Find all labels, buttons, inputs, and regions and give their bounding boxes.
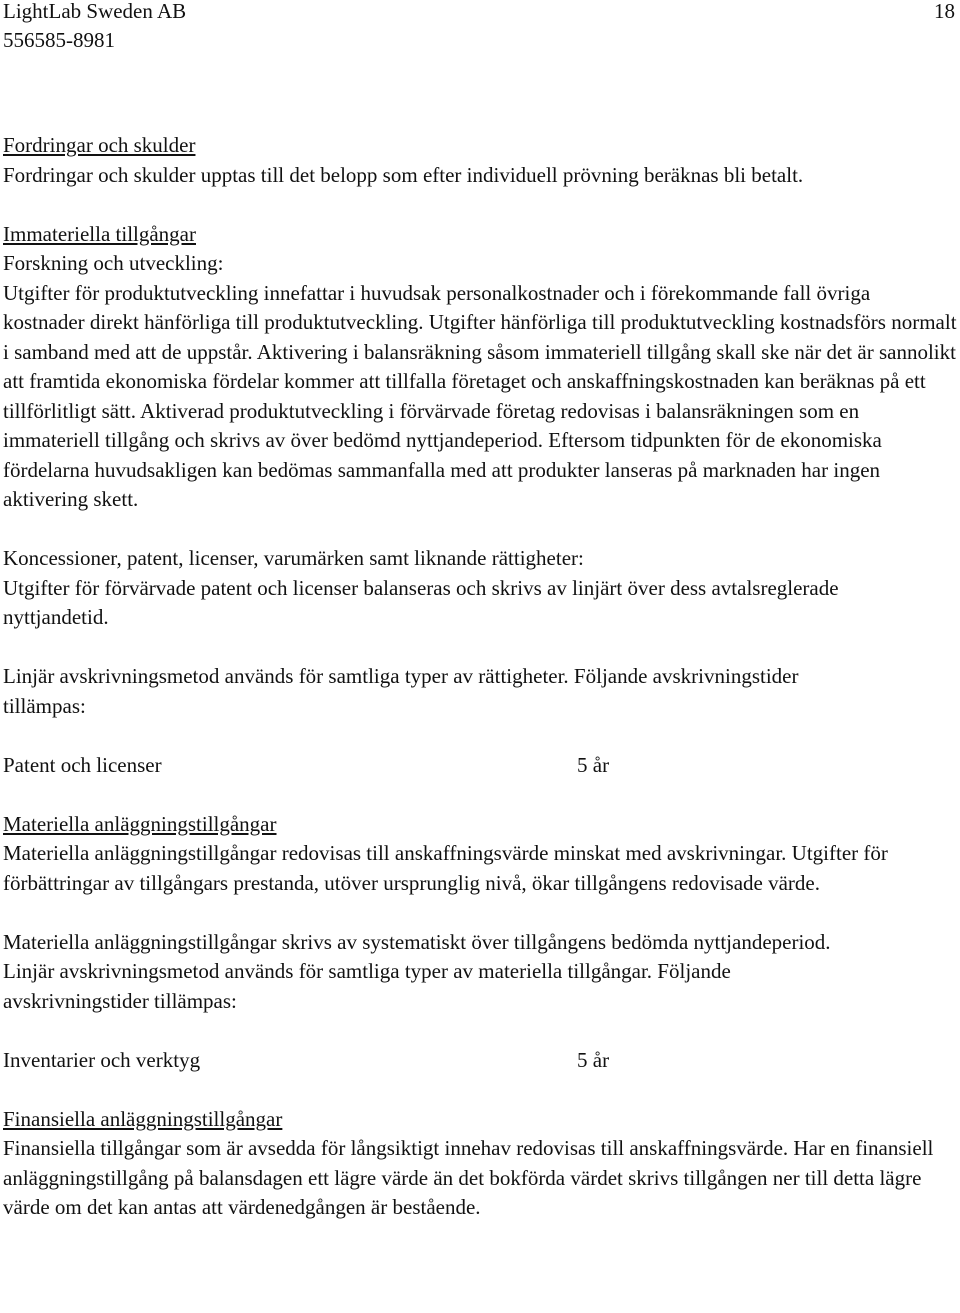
- depreciation-label: Inventarier och verktyg: [3, 1047, 201, 1072]
- paragraph: Materiella anläggningstillgångar redovisas till anskaffningsvärde minskat med avskrivningar. Utgifter för förbättringar av tillgångars prestanda, utöver ursprunglig nivå, ökar tillgångens redovisade värde.: [3, 841, 888, 895]
- section-heading: Immateriella tillgångar: [3, 221, 196, 246]
- section-immateriella: [3, 220, 957, 515]
- depreciation-period: 5 år: [577, 1047, 610, 1072]
- organization-number: 556585-8981: [3, 28, 115, 52]
- subheading: Koncessioner, patent, licenser, varumärken samt liknande rättigheter:: [3, 546, 584, 570]
- paragraph: Utgifter för förvärvade patent och licenser balanseras och skrivs av linjärt över dess avtalsreglerade nyttjandetid.: [3, 575, 839, 629]
- paragraph: Utgifter för produktutveckling innefattar i huvudsak personalkostnader och i förekommande fall övriga kostnader direkt hänförliga till produktutveckling. Utgifter hänförliga till produktutveckling kostnadsförs normalt i samband med att de uppstår. Aktivering i balansräkning såsom immateriell tillgång skall ske när det är sannolikt att framtida ekonomiska fördelar kommer att tillfalla företaget och anskaffningskostnaden kan beräknas på ett tillförlitligt sätt. Aktiverad produktutveckling i förvärvade företag redovisas i balansräkningen som en immateriell tillgång och skrivs av över bedömd nyttjandeperiod. Eftersom tidpunkten för de ekonomiska fördelarna huvudsakligen kan bedömas sammanfalla med att produkter lanseras på marknaden har ingen aktivering skett.: [3, 280, 957, 511]
- depreciation-row: [3, 751, 957, 781]
- spacer: [3, 58, 957, 131]
- section-heading: Materiella anläggningstillgångar: [3, 811, 277, 836]
- section-koncessioner: [3, 544, 957, 780]
- company-name: LightLab Sweden AB: [3, 0, 187, 23]
- subheading: Forskning och utveckling:: [3, 251, 224, 275]
- page-number: 18: [934, 0, 955, 23]
- section-finansiella: [3, 1105, 957, 1223]
- page-header: [3, 0, 957, 58]
- document-page: [3, 0, 957, 1223]
- spacer: [3, 190, 957, 220]
- section-fordringar: [3, 131, 957, 190]
- depreciation-row: [3, 1046, 957, 1076]
- section-heading: Fordringar och skulder: [3, 133, 196, 157]
- spacer: [3, 1016, 957, 1046]
- spacer: [3, 898, 957, 928]
- depreciation-label: Patent och licenser: [3, 752, 162, 777]
- spacer: [3, 721, 957, 751]
- paragraph: Fordringar och skulder upptas till det belopp som efter individuell prövning beräknas bli betalt.: [3, 162, 804, 187]
- spacer: [3, 515, 957, 545]
- spacer: [3, 633, 957, 663]
- section-materiella: [3, 810, 957, 1076]
- paragraph: Materiella anläggningstillgångar skrivs av systematiskt över tillgångens bedömda nyttjandeperiod. Linjär avskrivningsmetod används för samtliga typer av materiella tillgångar. Följande avskrivningstider tillämpas:: [3, 929, 831, 1013]
- spacer: [3, 1075, 957, 1105]
- depreciation-period: 5 år: [577, 752, 610, 777]
- paragraph: Linjär avskrivningsmetod används för samtliga typer av rättigheter. Följande avskrivningstider tillämpas:: [3, 664, 799, 718]
- paragraph: Finansiella tillgångar som är avsedda för långsiktigt innehav redovisas till anskaffningsvärde. Har en finansiell anläggningstillgång på balansdagen ett lägre värde än det bokförda värdet skrivs tillgången ner till detta lägre värde om det kan antas att värdenedgången är bestående.: [3, 1136, 934, 1219]
- spacer: [3, 780, 957, 810]
- section-heading: Finansiella anläggningstillgångar: [3, 1106, 283, 1131]
